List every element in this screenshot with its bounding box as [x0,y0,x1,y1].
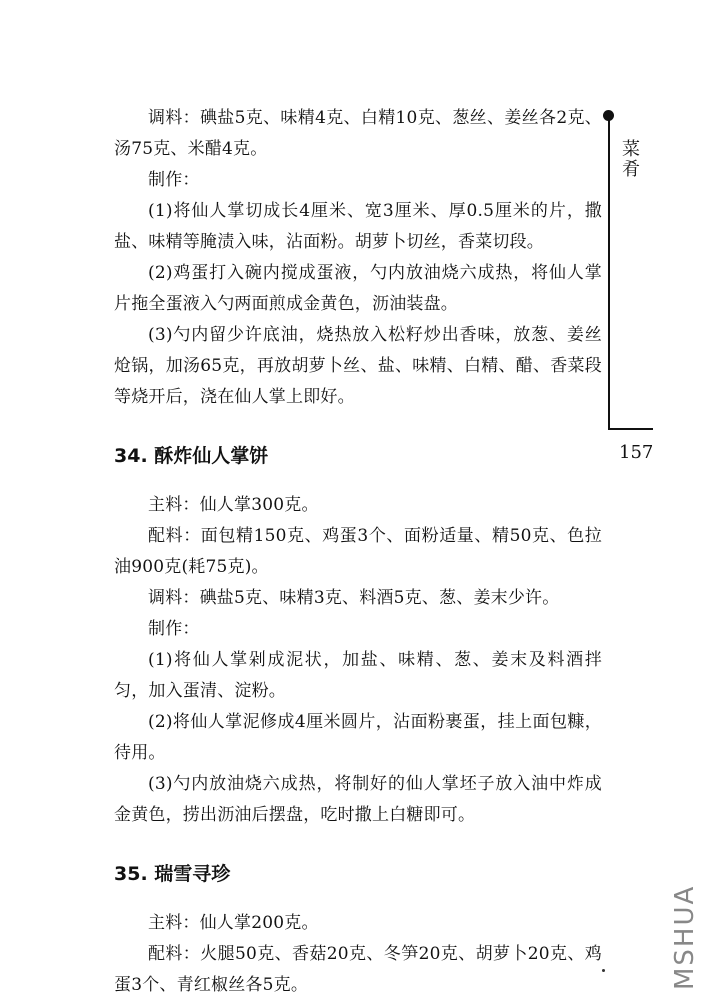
recipe33-step-3: (3)勺内留少许底油，烧热放入松籽炒出香味，放葱、姜丝炝锅，加汤65克，再放胡萝卜丝、盐、味精、白精、醋、香菜段等烧开后，浇在仙人掌上即好。 [114,325,602,407]
recipe34-main: 主料：仙人掌300克。 [148,495,319,515]
recipe33-method-title: 制作： [148,170,200,190]
margin-rule [608,116,610,430]
recipe35-title: 35. 瑞雪寻珍 [114,863,231,885]
page-number-rule [608,428,653,430]
section-label: 菜肴 [622,139,640,180]
recipe33-seasoning: 调料：碘盐5克、味精4克、白精10克、葱丝、姜丝各2克、汤75克、米醋4克。 [114,108,602,159]
watermark: MSHUA [670,884,700,990]
recipe35-main: 主料：仙人掌200克。 [148,913,319,933]
recipe34-aux: 配料：面包精150克、鸡蛋3个、面粉适量、精50克、色拉油900克(耗75克)。 [114,526,602,577]
page-body [114,103,602,1001]
scan-speck [602,969,605,972]
recipe34-method-title: 制作： [148,619,200,639]
recipe34-step-1: (1)将仙人掌剁成泥状，加盐、味精、葱、姜末及料酒拌匀，加入蛋清、淀粉。 [114,650,602,701]
recipe35-aux: 配料：火腿50克、香菇20克、冬笋20克、胡萝卜20克、鸡蛋3个、青红椒丝各5克。 [114,944,602,995]
recipe34-step-3: (3)勺内放油烧六成热，将制好的仙人掌坯子放入油中炸成金黄色，捞出沥油后摆盘，吃时撒上白糖即可。 [114,774,602,825]
page-number: 157 [619,442,654,463]
recipe34-title: 34. 酥炸仙人掌饼 [114,445,269,467]
recipe33-step-2: (2)鸡蛋打入碗内搅成蛋液，勺内放油烧六成热，将仙人掌片拖全蛋液入勺两面煎成金黄色，沥油装盘。 [114,263,602,314]
recipe34-step-2: (2)将仙人掌泥修成4厘米圆片，沾面粉裹蛋，挂上面包糠，待用。 [114,712,602,763]
recipe33-step-1: (1)将仙人掌切成长4厘米、宽3厘米、厚0.5厘米的片，撒盐、味精等腌渍入味，沾面粉。胡萝卜切丝，香菜切段。 [114,201,602,252]
recipe34-seasoning: 调料：碘盐5克、味精3克、料酒5克、葱、姜末少许。 [148,588,560,608]
